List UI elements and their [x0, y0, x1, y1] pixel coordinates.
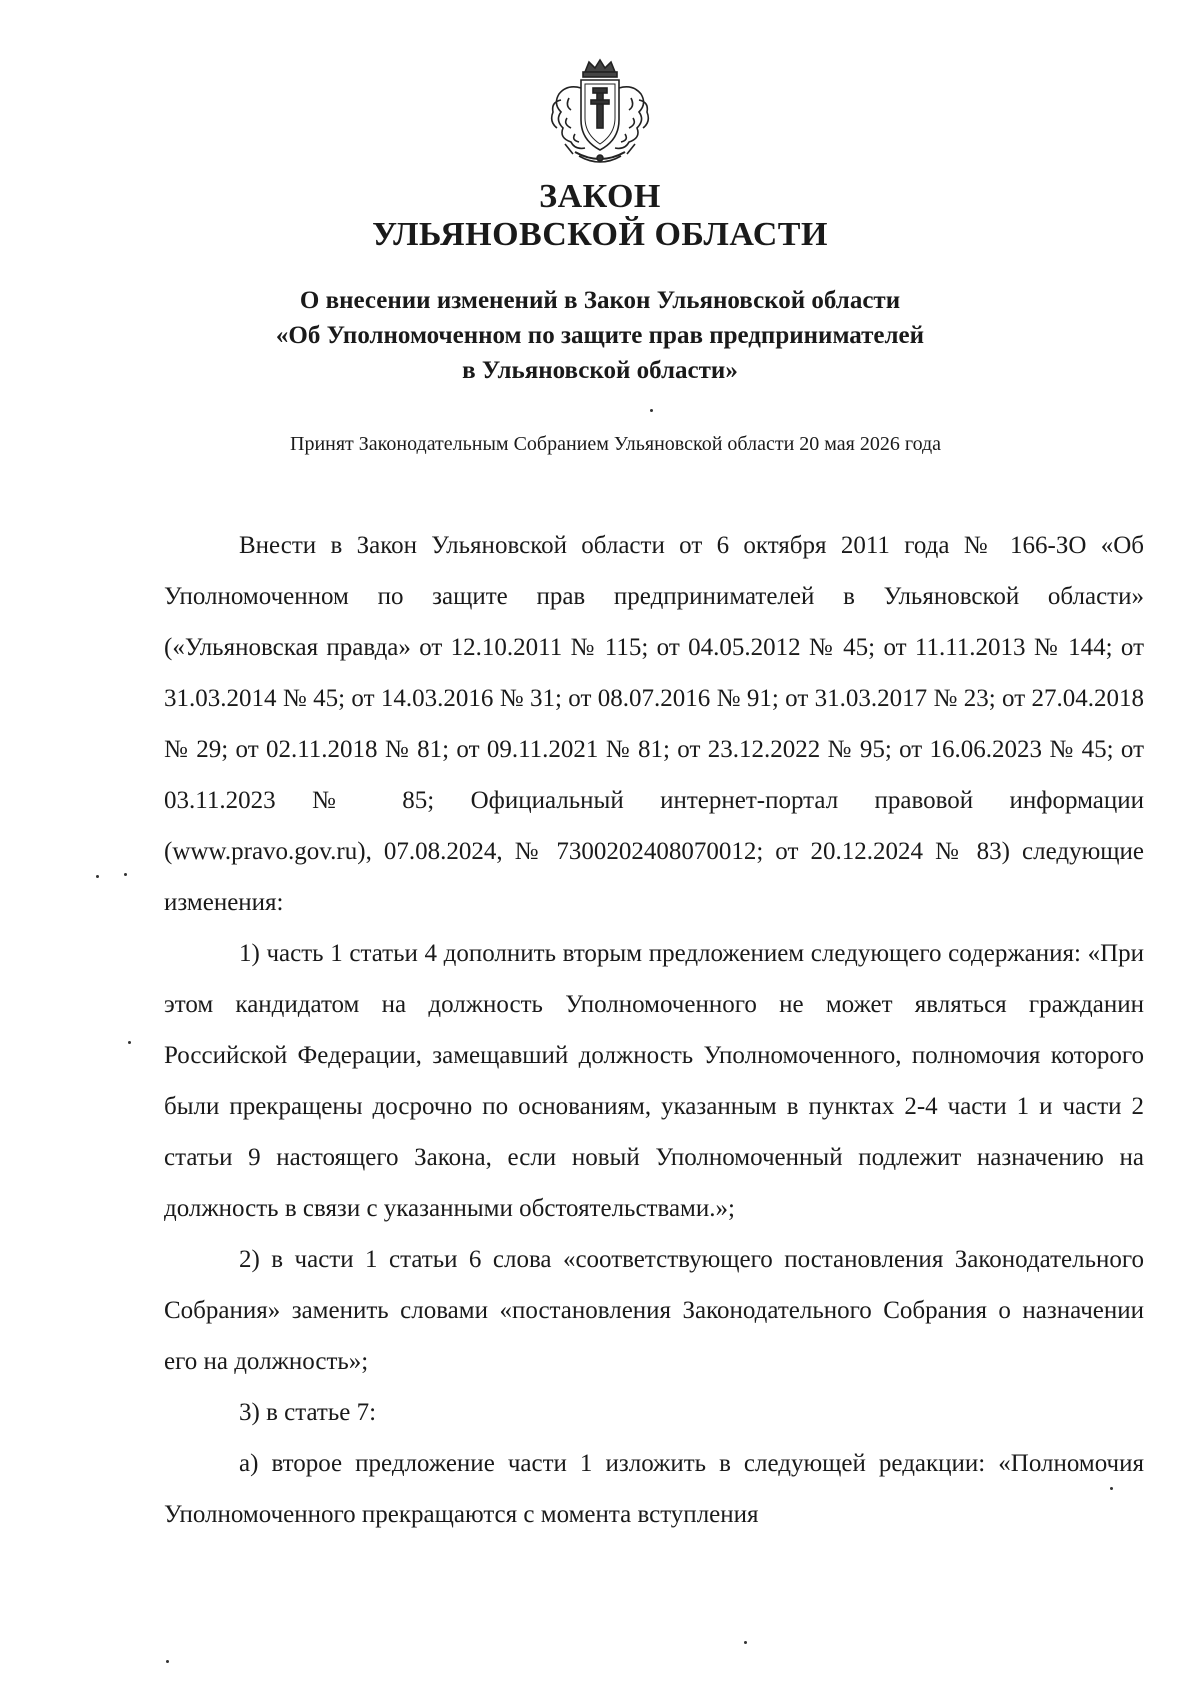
law-subject-line: О внесении изменений в Закон Ульяновской области	[299, 287, 901, 314]
scan-speck	[128, 1041, 131, 1044]
amendment-item-1: 1) часть 1 статьи 4 дополнить вторым предложением следующего содержания: «При этом кандидатом на должность Уполномоченного не может являться гражданин Российской Федерации, замещавший должность Уполномоченного, полномочия которого были прекращены досрочно по основаниям, указанным в пунктах 2-4 части 1 и части 2 статьи 9 настоящего Закона, если новый Уполномоченный подлежит назначению на должность в связи с указанными обстоятельствами.»;	[164, 940, 1144, 1222]
scan-speck	[744, 1641, 747, 1644]
law-title: ЗАКОН	[539, 178, 661, 215]
scan-speck	[650, 409, 653, 412]
law-region: УЛЬЯНОВСКОЙ ОБЛАСТИ	[372, 216, 828, 253]
adoption-statement: Принят Законодательным Собранием Ульяновской области 20 мая 2026 года	[290, 433, 942, 455]
amendment-item-3: 3) в статье 7:	[239, 1399, 377, 1426]
scan-speck	[124, 873, 127, 876]
scan-speck	[96, 875, 99, 878]
intro-paragraph: Внести в Закон Ульяновской области от 6 октября 2011 года № 166-ЗО «Об Уполномоченном по защите прав предпринимателей в Ульяновской области» («Ульяновская правда» от 12.10.2011 № 115; от 04.05.2012 № 45; от 11.11.2013 № 144; от 31.03.2014 № 45; от 14.03.2016 № 31; от 08.07.2016 № 91; от 31.03.2017 № 23; от 27.04.2018 № 29; от 02.11.2018 № 81; от 09.11.2021 № 81; от 23.12.2022 № 95; от 16.06.2023 № 45; от 03.11.2023 № 85; Официальный интернет-портал правовой информации (www.pravo.gov.ru), 07.08.2024, № 7300202408070012; от 20.12.2024 № 83) следующие изменения:	[164, 532, 1144, 916]
law-subject-line: в Ульяновской области»	[462, 357, 738, 384]
scan-speck	[1110, 1487, 1113, 1490]
law-body	[164, 520, 1144, 1540]
coat-of-arms-icon	[545, 58, 655, 170]
amendment-item-2: 2) в части 1 статьи 6 слова «соответствующего постановления Законодательного Собрания» заменить словами «постановления Законодательного Собрания о назначении его на должность»;	[164, 1246, 1144, 1375]
law-subject-line: «Об Уполномоченном по защите прав предпринимателей	[275, 322, 925, 349]
amendment-item-3a: а) второе предложение части 1 изложить в следующей редакции: «Полномочия Уполномоченного прекращаются с момента вступления	[164, 1450, 1144, 1528]
scan-speck	[166, 1660, 169, 1663]
